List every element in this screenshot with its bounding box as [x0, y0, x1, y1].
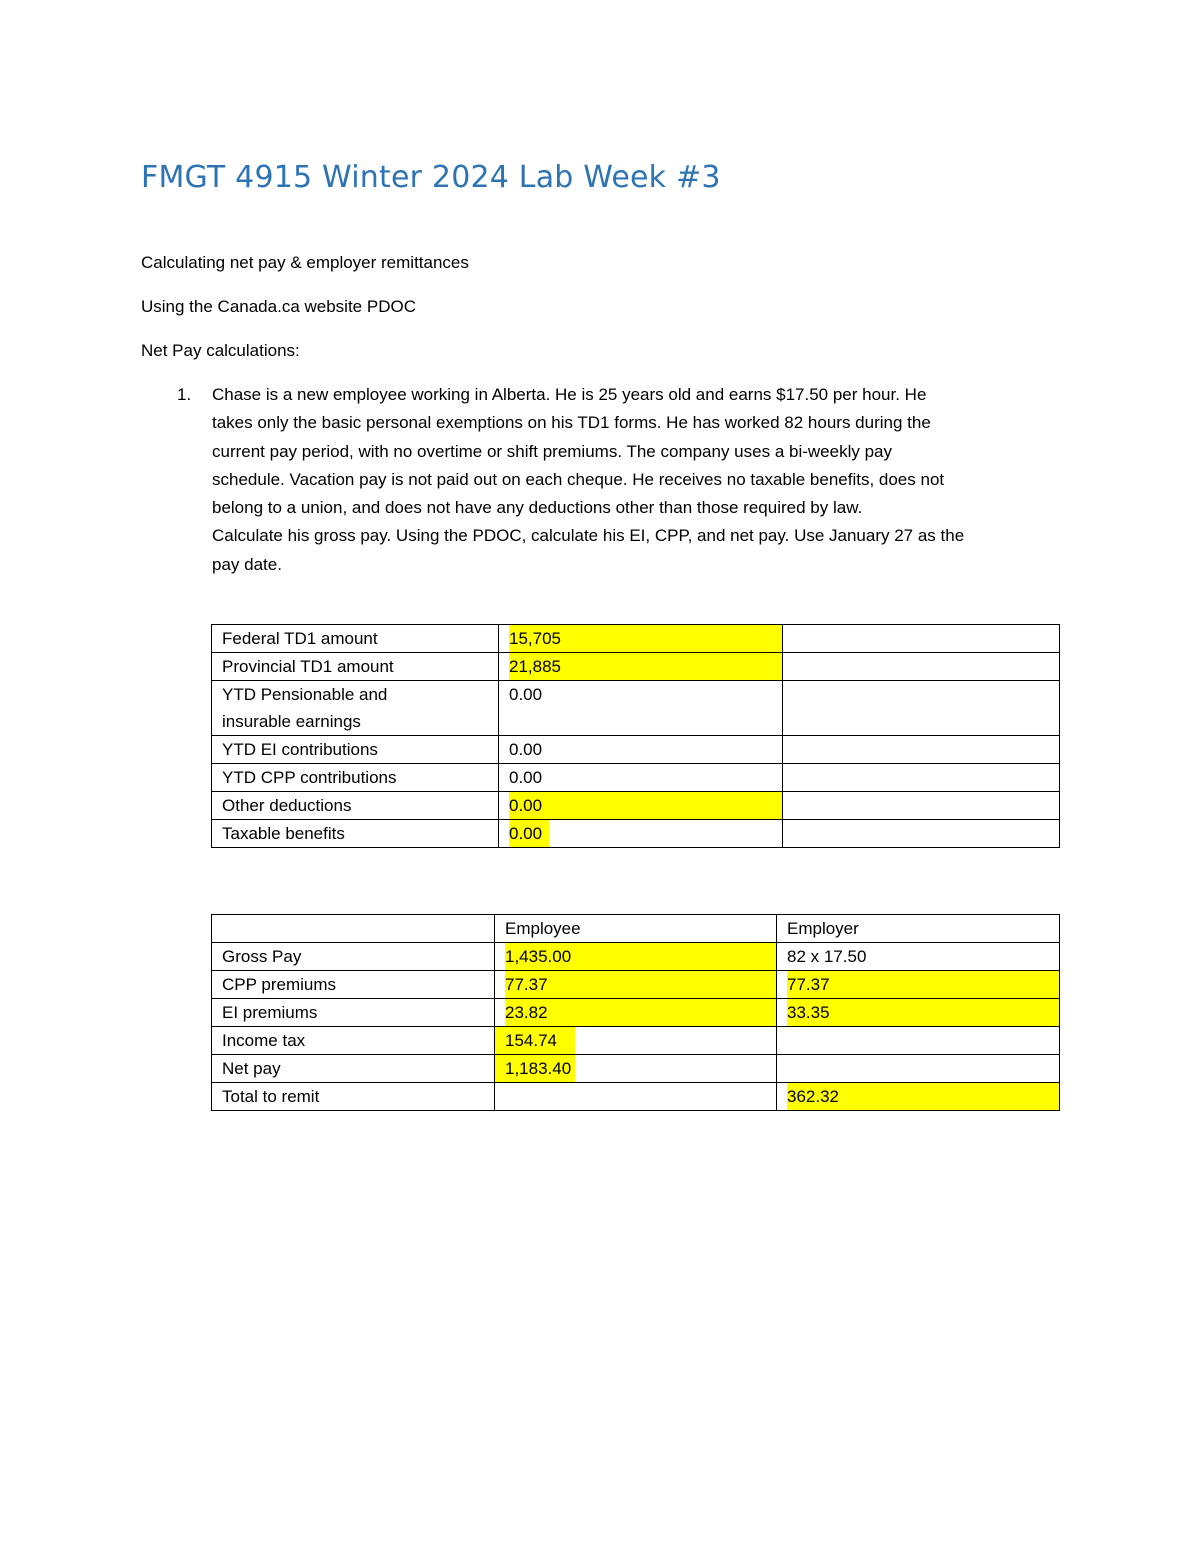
table-cell-label: Gross Pay	[212, 943, 495, 971]
table-cell-employee: 77.37	[495, 971, 777, 999]
table-cell-extra	[783, 653, 1060, 681]
table-cell-employee: 1,435.00	[495, 943, 777, 971]
table-cell-employer: 33.35	[777, 999, 1060, 1027]
table-cell-employer: 362.32	[777, 1083, 1060, 1111]
list-item	[141, 381, 1061, 579]
table-cell-label-line: YTD Pensionable and	[222, 685, 388, 704]
table-header-row	[212, 915, 1060, 943]
question-line: Chase is a new employee working in Alberta. He is 25 years old and earns $17.50 per hour. He	[212, 385, 927, 404]
table-cell-value: 21,885	[499, 653, 783, 681]
table-cell-label: Total to remit	[212, 1083, 495, 1111]
table-cell-value: 0.00	[499, 736, 783, 764]
table-cell-extra	[783, 820, 1060, 848]
td1-table	[211, 624, 1060, 848]
table-cell-extra	[783, 792, 1060, 820]
subtitle-calculating: Calculating net pay & employer remittances	[141, 253, 469, 272]
table-cell-label: Taxable benefits	[212, 820, 499, 848]
table-row	[212, 736, 1060, 764]
question-line: Calculate his gross pay. Using the PDOC, calculate his EI, CPP, and net pay. Use January 27 as the	[212, 526, 965, 546]
table-row	[212, 999, 1060, 1027]
table-cell-label: EI premiums	[212, 999, 495, 1027]
table-cell-employee: 154.74	[495, 1027, 777, 1055]
question-line: belong to a union, and does not have any deductions other than those required by law.	[212, 498, 863, 518]
table-cell-label: Net pay	[212, 1055, 495, 1083]
table-cell-employer: 82 x 17.50	[777, 943, 1060, 971]
table-cell-employee	[495, 1083, 777, 1111]
table-cell-label: YTD EI contributions	[212, 736, 499, 764]
table-header-employer: Employer	[777, 915, 1060, 943]
list-item-number: 1.	[177, 385, 192, 404]
table-row	[212, 1027, 1060, 1055]
table-cell-employee: 23.82	[495, 999, 777, 1027]
table-cell-extra	[783, 625, 1060, 653]
table-row	[212, 681, 1060, 736]
table-row	[212, 971, 1060, 999]
table-cell-label: Federal TD1 amount	[212, 625, 499, 653]
section-heading-net-pay: Net Pay calculations:	[141, 341, 300, 360]
table-cell-label: Provincial TD1 amount	[212, 653, 499, 681]
question-list	[141, 381, 1061, 579]
table-cell-value: 0.00	[499, 681, 783, 736]
table-cell-employer: 77.37	[777, 971, 1060, 999]
pay-summary-table	[211, 914, 1060, 1111]
table-cell-value: 0.00	[499, 764, 783, 792]
question-line: pay date.	[212, 554, 282, 574]
table-cell-extra	[783, 736, 1060, 764]
table-cell-label: Other deductions	[212, 792, 499, 820]
table-cell-employee: 1,183.40	[495, 1055, 777, 1083]
subtitle-using-pdoc: Using the Canada.ca website PDOC	[141, 297, 416, 316]
table-row	[212, 653, 1060, 681]
table-cell-value: 15,705	[499, 625, 783, 653]
question-line: current pay period, with no overtime or shift premiums. The company uses a bi-weekly pay	[212, 441, 892, 461]
table-header-employee: Employee	[495, 915, 777, 943]
table-cell-label-line: insurable earnings	[222, 712, 361, 731]
table-cell-extra	[783, 681, 1060, 736]
table-cell-label: CPP premiums	[212, 971, 495, 999]
table-row	[212, 1083, 1060, 1111]
table-cell-value: 0.00	[499, 820, 783, 848]
table-row	[212, 625, 1060, 653]
table-cell-label: YTD CPP contributions	[212, 764, 499, 792]
table-cell-label	[212, 681, 499, 736]
table-cell-employer	[777, 1027, 1060, 1055]
table-cell-label: Income tax	[212, 1027, 495, 1055]
question-line: takes only the basic personal exemptions on his TD1 forms. He has worked 82 hours during the	[212, 413, 931, 433]
table-header-cell	[212, 915, 495, 943]
table-row	[212, 1055, 1060, 1083]
table-row	[212, 792, 1060, 820]
question-line: schedule. Vacation pay is not paid out on each cheque. He receives no taxable benefits, does not	[212, 469, 945, 489]
page-title: FMGT 4915 Winter 2024 Lab Week #3	[141, 160, 721, 195]
table-row	[212, 764, 1060, 792]
table-cell-extra	[783, 764, 1060, 792]
table-row	[212, 943, 1060, 971]
table-row	[212, 820, 1060, 848]
table-cell-employer	[777, 1055, 1060, 1083]
table-cell-value: 0.00	[499, 792, 783, 820]
